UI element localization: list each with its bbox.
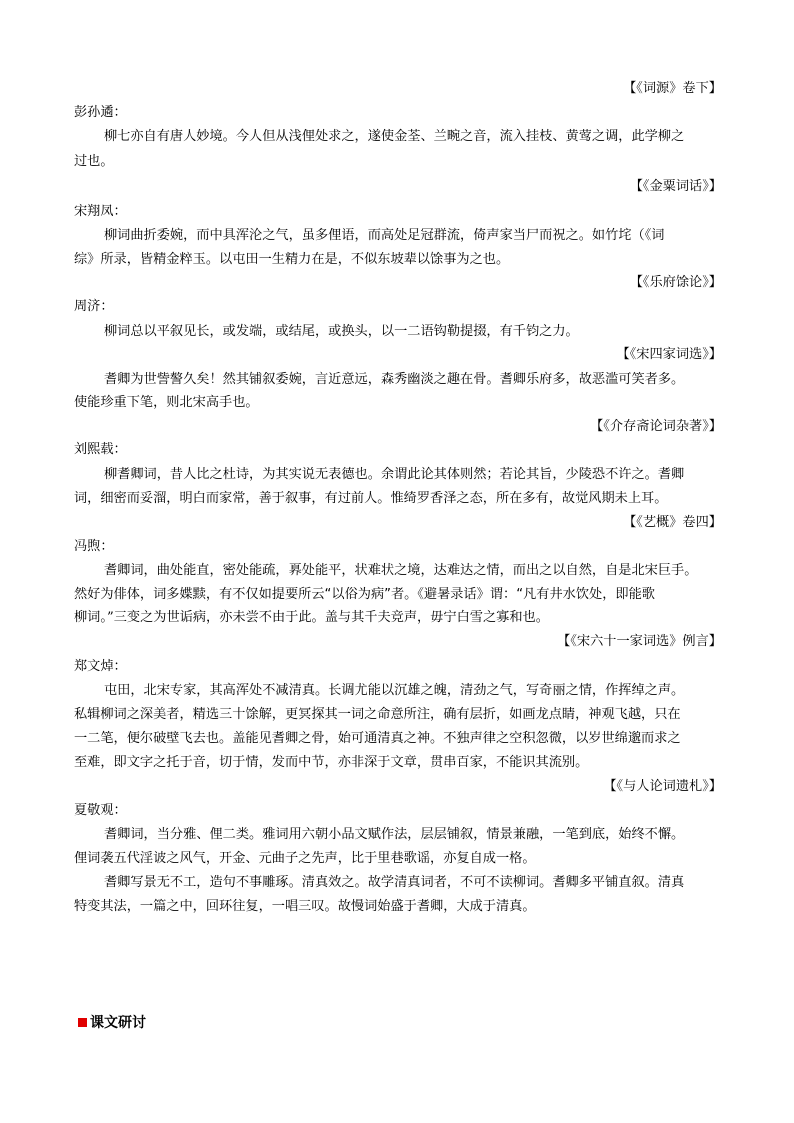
critic-name: 刘熙载： [74, 442, 127, 457]
quote-line: 至难，即文字之托于音，切于情，发而中节，亦非深于文章，贯串百家，不能识其流别。 [74, 755, 589, 770]
source-citation: 【《宋六十一家词选》例言】 [557, 634, 722, 649]
quote-line: 耆卿写景无不工，造句不事雕琢。清真效之。故学清真词者，不可不读柳词。耆卿多平铺直叙。清真 [104, 875, 685, 890]
critic-name: 冯煦： [74, 539, 114, 554]
quote-line: 综》所录，皆精金粹玉。以屯田一生精力在是，不似东坡辈以馀事为之也。 [74, 252, 510, 267]
quote-line: 耆卿词，当分雅、俚二类。雅词用六朝小品文赋作法，层层铺叙，情景兼融，一笔到底，始终不懈。 [104, 827, 685, 842]
source-citation: 【《与人论词遗札》】 [603, 779, 722, 794]
quote-line: 然好为俳体，词多媟黩，有不仅如提要所云“以俗为病”者。《避暑录话》谓：“凡有井水饮处，即能歌 [74, 587, 655, 602]
quote-line: 俚词袭五代淫诐之风气，开金、元曲子之先声，比于里巷歌谣，亦复自成一格。 [74, 851, 536, 866]
quote-line: 耆卿词，曲处能直，密处能疏，奡处能平，状难状之境，达难达之情，而出之以自然，自是北宋巨手。 [104, 563, 698, 578]
quote-line: 耆卿为世訾謷久矣！然其铺叙委婉，言近意远，森秀幽淡之趣在骨。耆卿乐府多，故恶滥可笑者多。 [104, 372, 685, 387]
quote-line: 柳词。”三变之为世诟病，亦未尝不由于此。盖与其千夫竞声，毋宁白雪之寡和也。 [74, 610, 549, 625]
source-citation: 【《宋四家词选》】 [616, 347, 722, 362]
quote-line: 屯田，北宋专家，其高浑处不减清真。长调尤能以沉雄之魄，清劲之气，写奇丽之情，作挥绰之声。 [104, 683, 685, 698]
quote-line: 过也。 [74, 154, 114, 169]
section-heading-text: 课文研讨 [90, 1015, 146, 1031]
quote-line: 柳七亦自有唐人妙境。今人但从浅俚处求之，遂使金荃、兰畹之音，流入挂枝、黄莺之调，此学柳之 [104, 129, 685, 144]
source-citation: 【《艺概》卷四】 [623, 515, 722, 530]
section-heading [78, 1014, 146, 1032]
source-citation: 【《乐府馀论》】 [629, 275, 722, 290]
quote-line: 词，细密而妥溜，明白而家常，善于叙事，有过前人。惟绮罗香泽之态，所在多有，故觉风期未上耳。 [74, 491, 668, 506]
source-citation: 【《金粟词话》】 [629, 179, 722, 194]
critic-name: 彭孙遹： [74, 105, 127, 120]
quote-line: 特变其法，一篇之中，回环往复，一唱三叹。故慢词始盛于耆卿，大成于清真。 [74, 899, 536, 914]
quote-line: 一二笔，便尔破壁飞去也。盖能见耆卿之骨，始可通清真之神。不独声律之空积忽微，以岁世绵邈而求之 [74, 731, 681, 746]
quote-line: 柳词曲折委婉，而中具浑沦之气，虽多俚语，而高处足冠群流，倚声家当尸而祝之。如竹垞（《词 [104, 228, 665, 243]
quote-line: 柳耆卿词，昔人比之杜诗，为其实说无表德也。余谓此论其体则然；若论其旨，少陵恐不许之。耆卿 [104, 467, 685, 482]
quote-line: 私辑柳词之深美者，精选三十馀解，更冥探其一词之命意所注，确有层折，如画龙点睛，神观飞越，只在 [74, 707, 681, 722]
critic-name: 宋翔凤： [74, 204, 127, 219]
critic-name: 郑文焯： [74, 659, 127, 674]
quote-line: 柳词总以平叙见长，或发端，或结尾，或换头，以一二语钩勒提掇，有千钧之力。 [104, 324, 579, 339]
critic-name: 夏敬观： [74, 803, 127, 818]
quote-line: 使能珍重下笔，则北宋高手也。 [74, 395, 259, 410]
red-square-bullet-icon [78, 1018, 87, 1027]
source-citation: 【《词源》卷下】 [623, 81, 722, 96]
source-citation: 【《介存斋论词杂著》】 [590, 419, 722, 434]
critic-name: 周济： [74, 299, 114, 314]
